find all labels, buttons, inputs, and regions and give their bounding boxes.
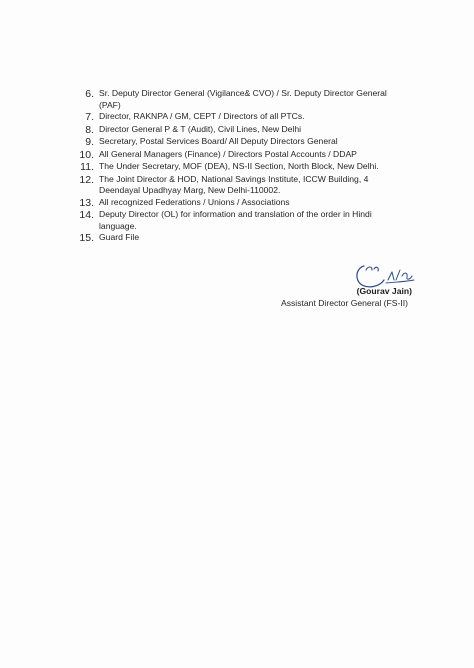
item-text: All recognized Federations / Unions / Associations (99, 196, 290, 207)
list-item (74, 161, 424, 174)
list-item (74, 232, 424, 245)
item-text: Deputy Director (OL) for information and translation of the order in Hindi language. (99, 209, 372, 231)
item-number: 11. (80, 161, 94, 173)
item-number: 10. (79, 148, 94, 161)
item-text: The Joint Director & HOD, National Savings Institute, ICCW Building, 4 Deendayal Upadhyay Marg, New Delhi-110002. (99, 173, 369, 195)
item-number: 14. (79, 209, 94, 221)
list-item (74, 111, 424, 124)
distribution-list (74, 88, 424, 245)
item-number: 15. (79, 232, 94, 244)
item-text: The Under Secretary, MOF (DEA), NS-II Section, North Block, New Delhi. (99, 161, 379, 171)
item-text: Director, RAKNPA / GM, CEPT / Directors of all PTCs. (99, 111, 305, 121)
item-text: Director General P & T (Audit), Civil Lines, New Delhi (99, 123, 302, 134)
list-item (74, 209, 424, 232)
list-item (74, 88, 424, 111)
list-item (74, 197, 424, 210)
item-number: 7. (85, 111, 94, 123)
item-number: 12. (79, 173, 94, 186)
list-item (74, 149, 424, 162)
item-number: 13. (79, 196, 94, 209)
item-number: 6. (85, 88, 94, 100)
list-item (74, 124, 424, 137)
signatory-designation: Assistant Director General (FS-II) (280, 298, 408, 308)
item-text: All General Managers (Finance) / Directors Postal Accounts / DDAP (99, 148, 357, 159)
item-text: Guard File (99, 232, 140, 242)
item-text: Secretary, Postal Services Board/ All Deputy Directors General (99, 136, 338, 146)
list-item (74, 136, 424, 149)
signatory-name: (Gourav Jain) (356, 286, 412, 296)
item-number: 9. (85, 136, 94, 148)
list-item (74, 174, 424, 197)
item-text: Sr. Deputy Director General (Vigilance& CVO) / Sr. Deputy Director General (PAF) (99, 88, 387, 110)
item-number: 8. (85, 123, 94, 136)
